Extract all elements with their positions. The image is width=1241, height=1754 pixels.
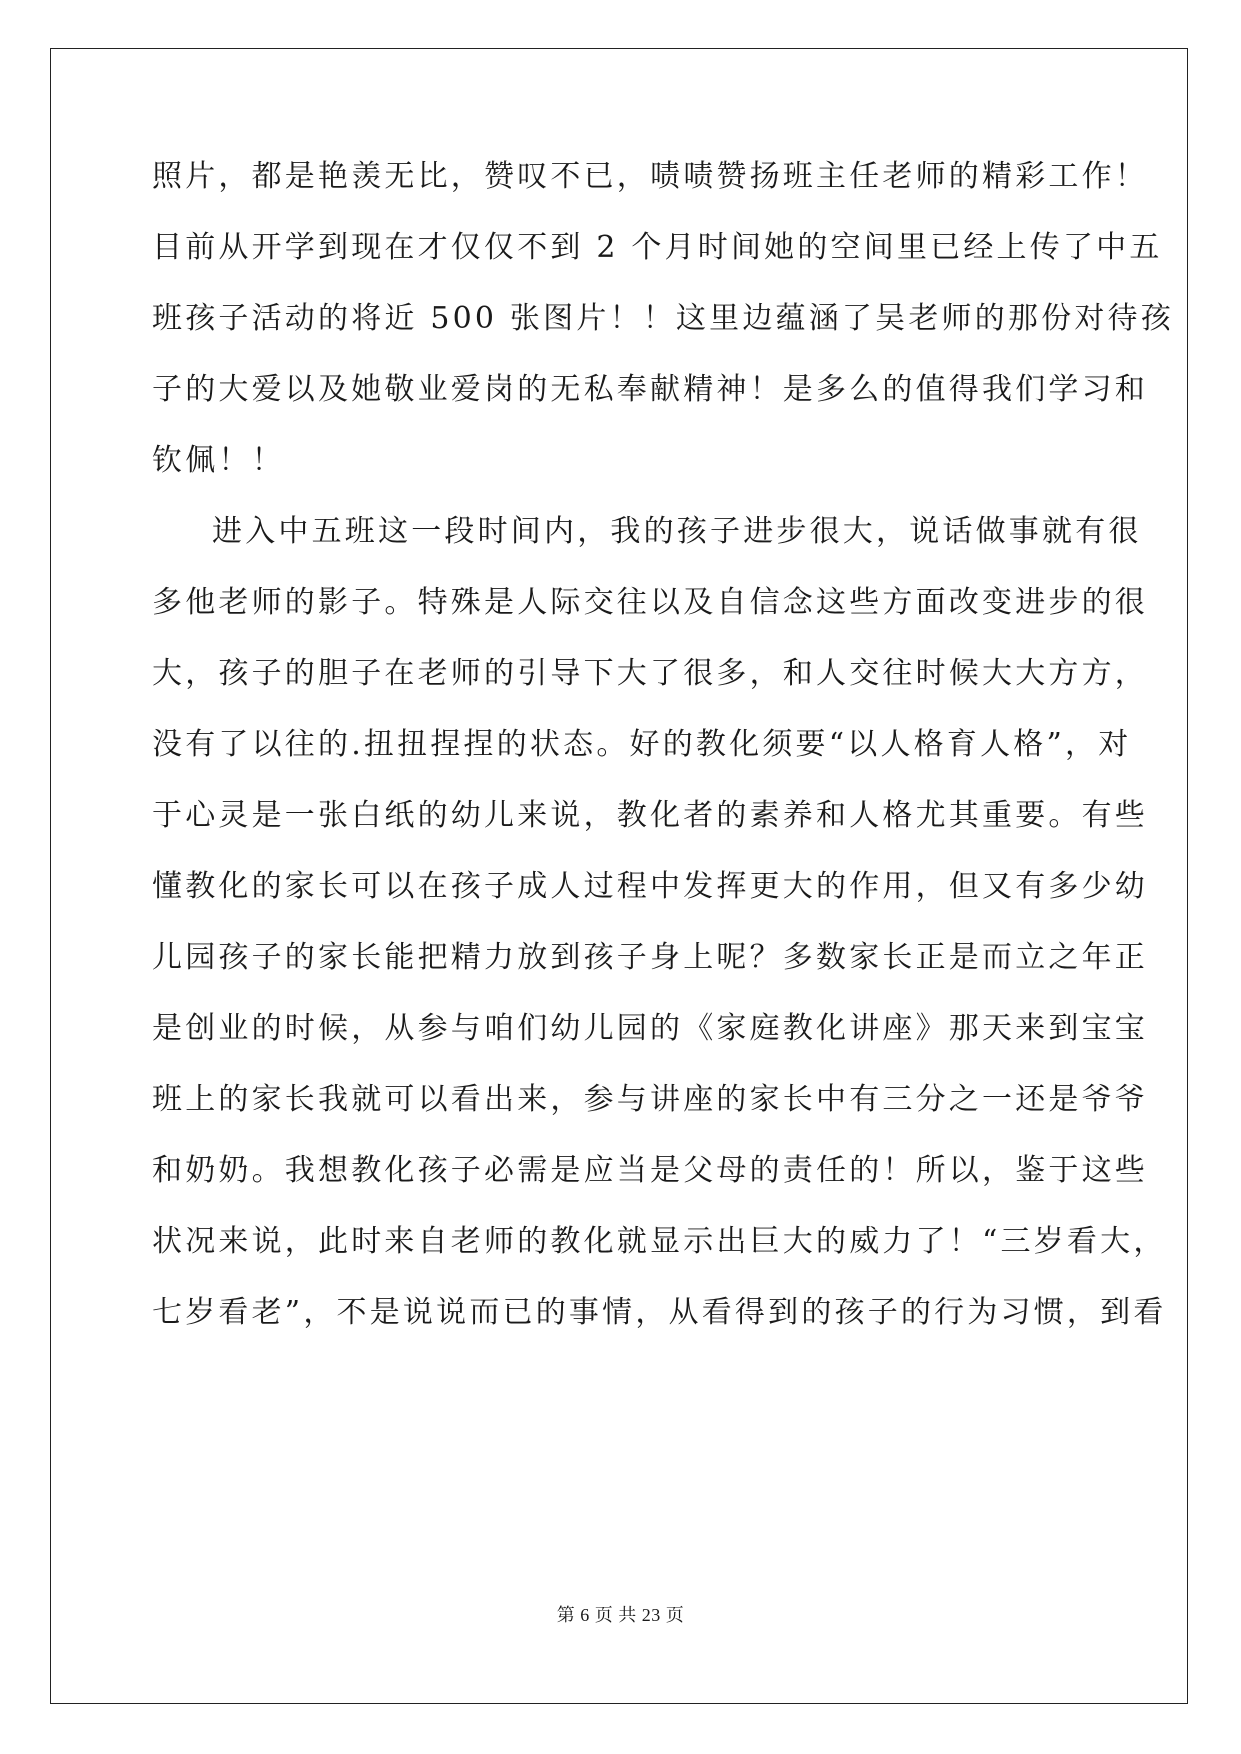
text-line: 目前从开学到现在才仅仅不到 2 个月时间她的空间里已经上传了中五 [152,230,1163,265]
text-line: 班孩子活动的将近 500 张图片！！这里边蕴涵了吴老师的那份对待孩 [152,301,1174,336]
text-line: 状况来说，此时来自老师的教化就显示出巨大的威力了！“三岁看大， [152,1224,1167,1259]
text-line: 是创业的时候，从参与咱们幼儿园的《家庭教化讲座》那天来到宝宝 [152,1011,1148,1046]
text-line: 七岁看老”，不是说说而已的事情，从看得到的孩子的行为习惯，到看 [152,1295,1167,1330]
page-footer: 第 6 页 共 23 页 [556,1605,685,1625]
text-line: 钦佩！！ [152,443,285,478]
text-line: 于心灵是一张白纸的幼儿来说，教化者的素养和人格尤其重要。有些 [152,798,1148,833]
text-line: 儿园孩子的家长能把精力放到孩子身上呢？多数家长正是而立之年正 [152,940,1148,975]
text-line: 照片，都是艳羡无比，赞叹不已，啧啧赞扬班主任老师的精彩工作！ [152,159,1148,194]
paragraph-first-line: 进入中五班这一段时间内，我的孩子进步很大，说话做事就有很 [212,514,1142,549]
text-line: 没有了以往的.扭扭捏捏的状态。好的教化须要“以人格育人格”，对 [152,727,1132,762]
text-line: 懂教化的家长可以在孩子成人过程中发挥更大的作用，但又有多少幼 [152,869,1148,904]
text-line: 班上的家长我就可以看出来，参与讲座的家长中有三分之一还是爷爷 [152,1082,1148,1117]
text-line: 大，孩子的胆子在老师的引导下大了很多，和人交往时候大大方方， [152,656,1148,691]
text-line: 子的大爱以及她敬业爱岗的无私奉献精神！是多么的值得我们学习和 [152,372,1148,407]
text-line: 多他老师的影子。特殊是人际交往以及自信念这些方面改变进步的很 [152,585,1148,620]
text-line: 和奶奶。我想教化孩子必需是应当是父母的责任的！所以，鉴于这些 [152,1153,1148,1188]
